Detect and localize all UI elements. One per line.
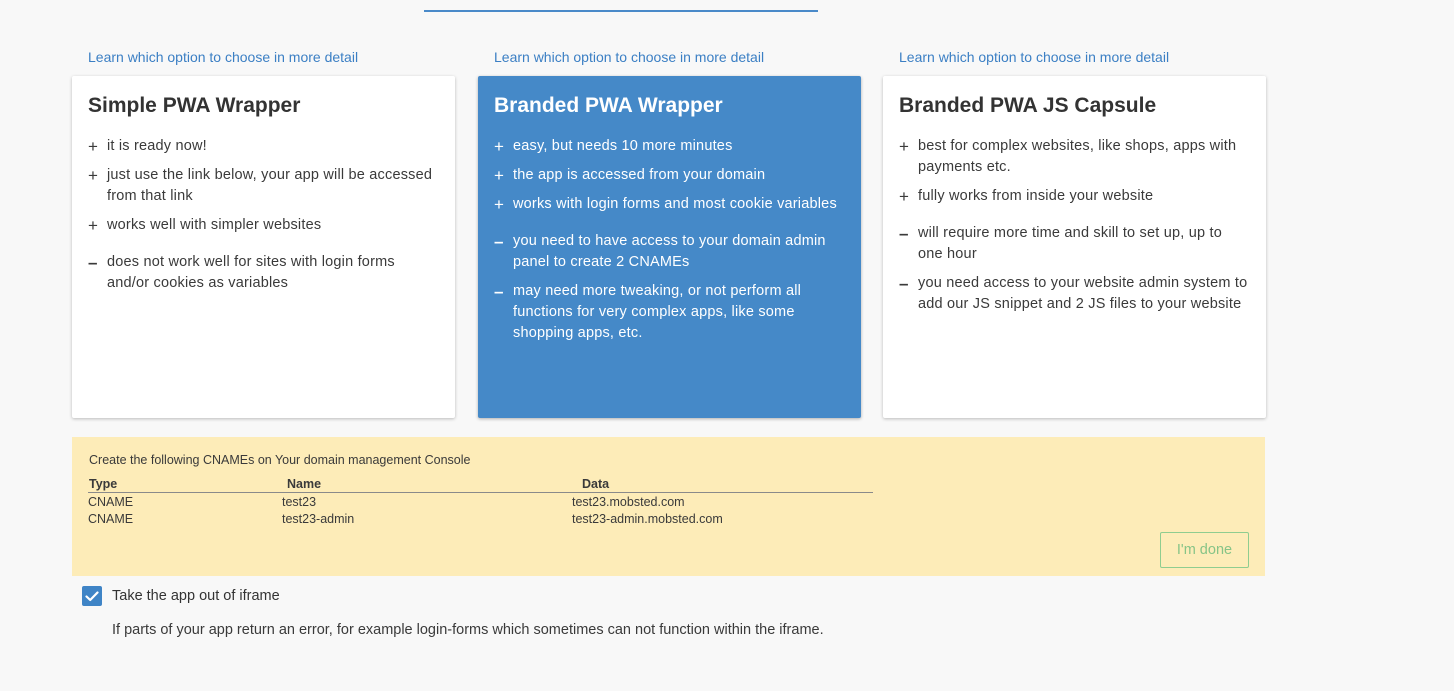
option-card-simple-pwa-wrapper[interactable] [72,76,455,418]
minus-icon: – [494,232,504,251]
con-item [88,252,439,294]
iframe-option-label[interactable]: Take the app out of iframe [112,588,280,604]
pro-item [88,165,439,207]
learn-more-link-branded[interactable]: Learn which option to choose in more detail [494,49,765,65]
checkmark-icon [85,591,99,602]
plus-icon: + [899,137,910,156]
active-tab-indicator [424,10,818,12]
minus-icon: – [899,224,909,243]
take-out-of-iframe-checkbox[interactable] [82,586,102,606]
pro-item [88,136,439,157]
table-header-row [88,477,873,493]
column-header-type: Type [88,477,286,493]
con-text: does not work well for sites with login forms and/or cookies as variables [107,254,395,291]
cell-name: test23-admin [282,512,355,526]
minus-icon: – [899,274,909,293]
pro-text: works with login forms and most cookie variables [513,196,837,212]
minus-icon: – [88,253,98,272]
iframe-option-row [82,586,280,606]
con-item [494,281,845,344]
cname-instructions-panel [72,437,1265,576]
card-title: Simple PWA Wrapper [88,94,301,117]
plus-icon: + [88,166,99,185]
pro-item [494,136,845,157]
cell-type: CNAME [88,512,134,526]
con-text: you need access to your website admin system to add our JS snippet and 2 JS files to your website [918,275,1248,312]
pro-item [88,215,439,236]
column-header-name: Name [286,477,581,493]
cname-table [88,477,873,527]
pro-item [899,136,1250,178]
plus-icon: + [88,216,99,235]
plus-icon: + [899,187,910,206]
cell-type: CNAME [88,495,134,509]
im-done-button[interactable]: I'm done [1160,532,1249,568]
con-item [899,223,1250,265]
con-text: you need to have access to your domain admin panel to create 2 CNAMEs [513,233,826,270]
column-header-data: Data [581,477,873,493]
plus-icon: + [88,137,99,156]
cell-name: test23 [282,495,317,509]
pro-text: easy, but needs 10 more minutes [513,138,733,154]
pro-text: the app is accessed from your domain [513,167,766,183]
pro-text: best for complex websites, like shops, apps with payments etc. [918,138,1237,175]
plus-icon: + [494,195,505,214]
pro-text: fully works from inside your website [918,188,1154,204]
option-card-branded-pwa-wrapper[interactable] [478,76,861,418]
minus-icon: – [494,282,504,301]
card-title: Branded PWA JS Capsule [899,94,1157,117]
con-text: may need more tweaking, or not perform all functions for very complex apps, like some shopping apps, etc. [513,283,802,341]
table-row [88,510,873,527]
learn-more-link-simple[interactable]: Learn which option to choose in more detail [88,49,359,65]
cell-data: test23.mobsted.com [572,495,685,509]
pro-item [899,186,1250,207]
pro-item [494,194,845,215]
card-title: Branded PWA Wrapper [494,94,723,117]
con-text: will require more time and skill to set up, up to one hour [918,225,1222,262]
plus-icon: + [494,166,505,185]
option-card-branded-pwa-js-capsule[interactable] [883,76,1266,418]
con-item [899,273,1250,315]
con-item [494,231,845,273]
pro-text: just use the link below, your app will be accessed from that link [107,167,433,204]
cell-data: test23-admin.mobsted.com [572,512,723,526]
plus-icon: + [494,137,505,156]
learn-more-link-capsule[interactable]: Learn which option to choose in more detail [899,49,1170,65]
learn-links-row [0,49,1454,67]
cname-intro-text: Create the following CNAMEs on Your domain management Console [89,453,471,467]
pro-text: it is ready now! [107,138,207,154]
pro-text: works well with simpler websites [107,217,322,233]
pro-item [494,165,845,186]
table-row [88,493,873,510]
iframe-option-hint: If parts of your app return an error, for example login-forms which sometimes can not function within the iframe. [112,622,824,638]
